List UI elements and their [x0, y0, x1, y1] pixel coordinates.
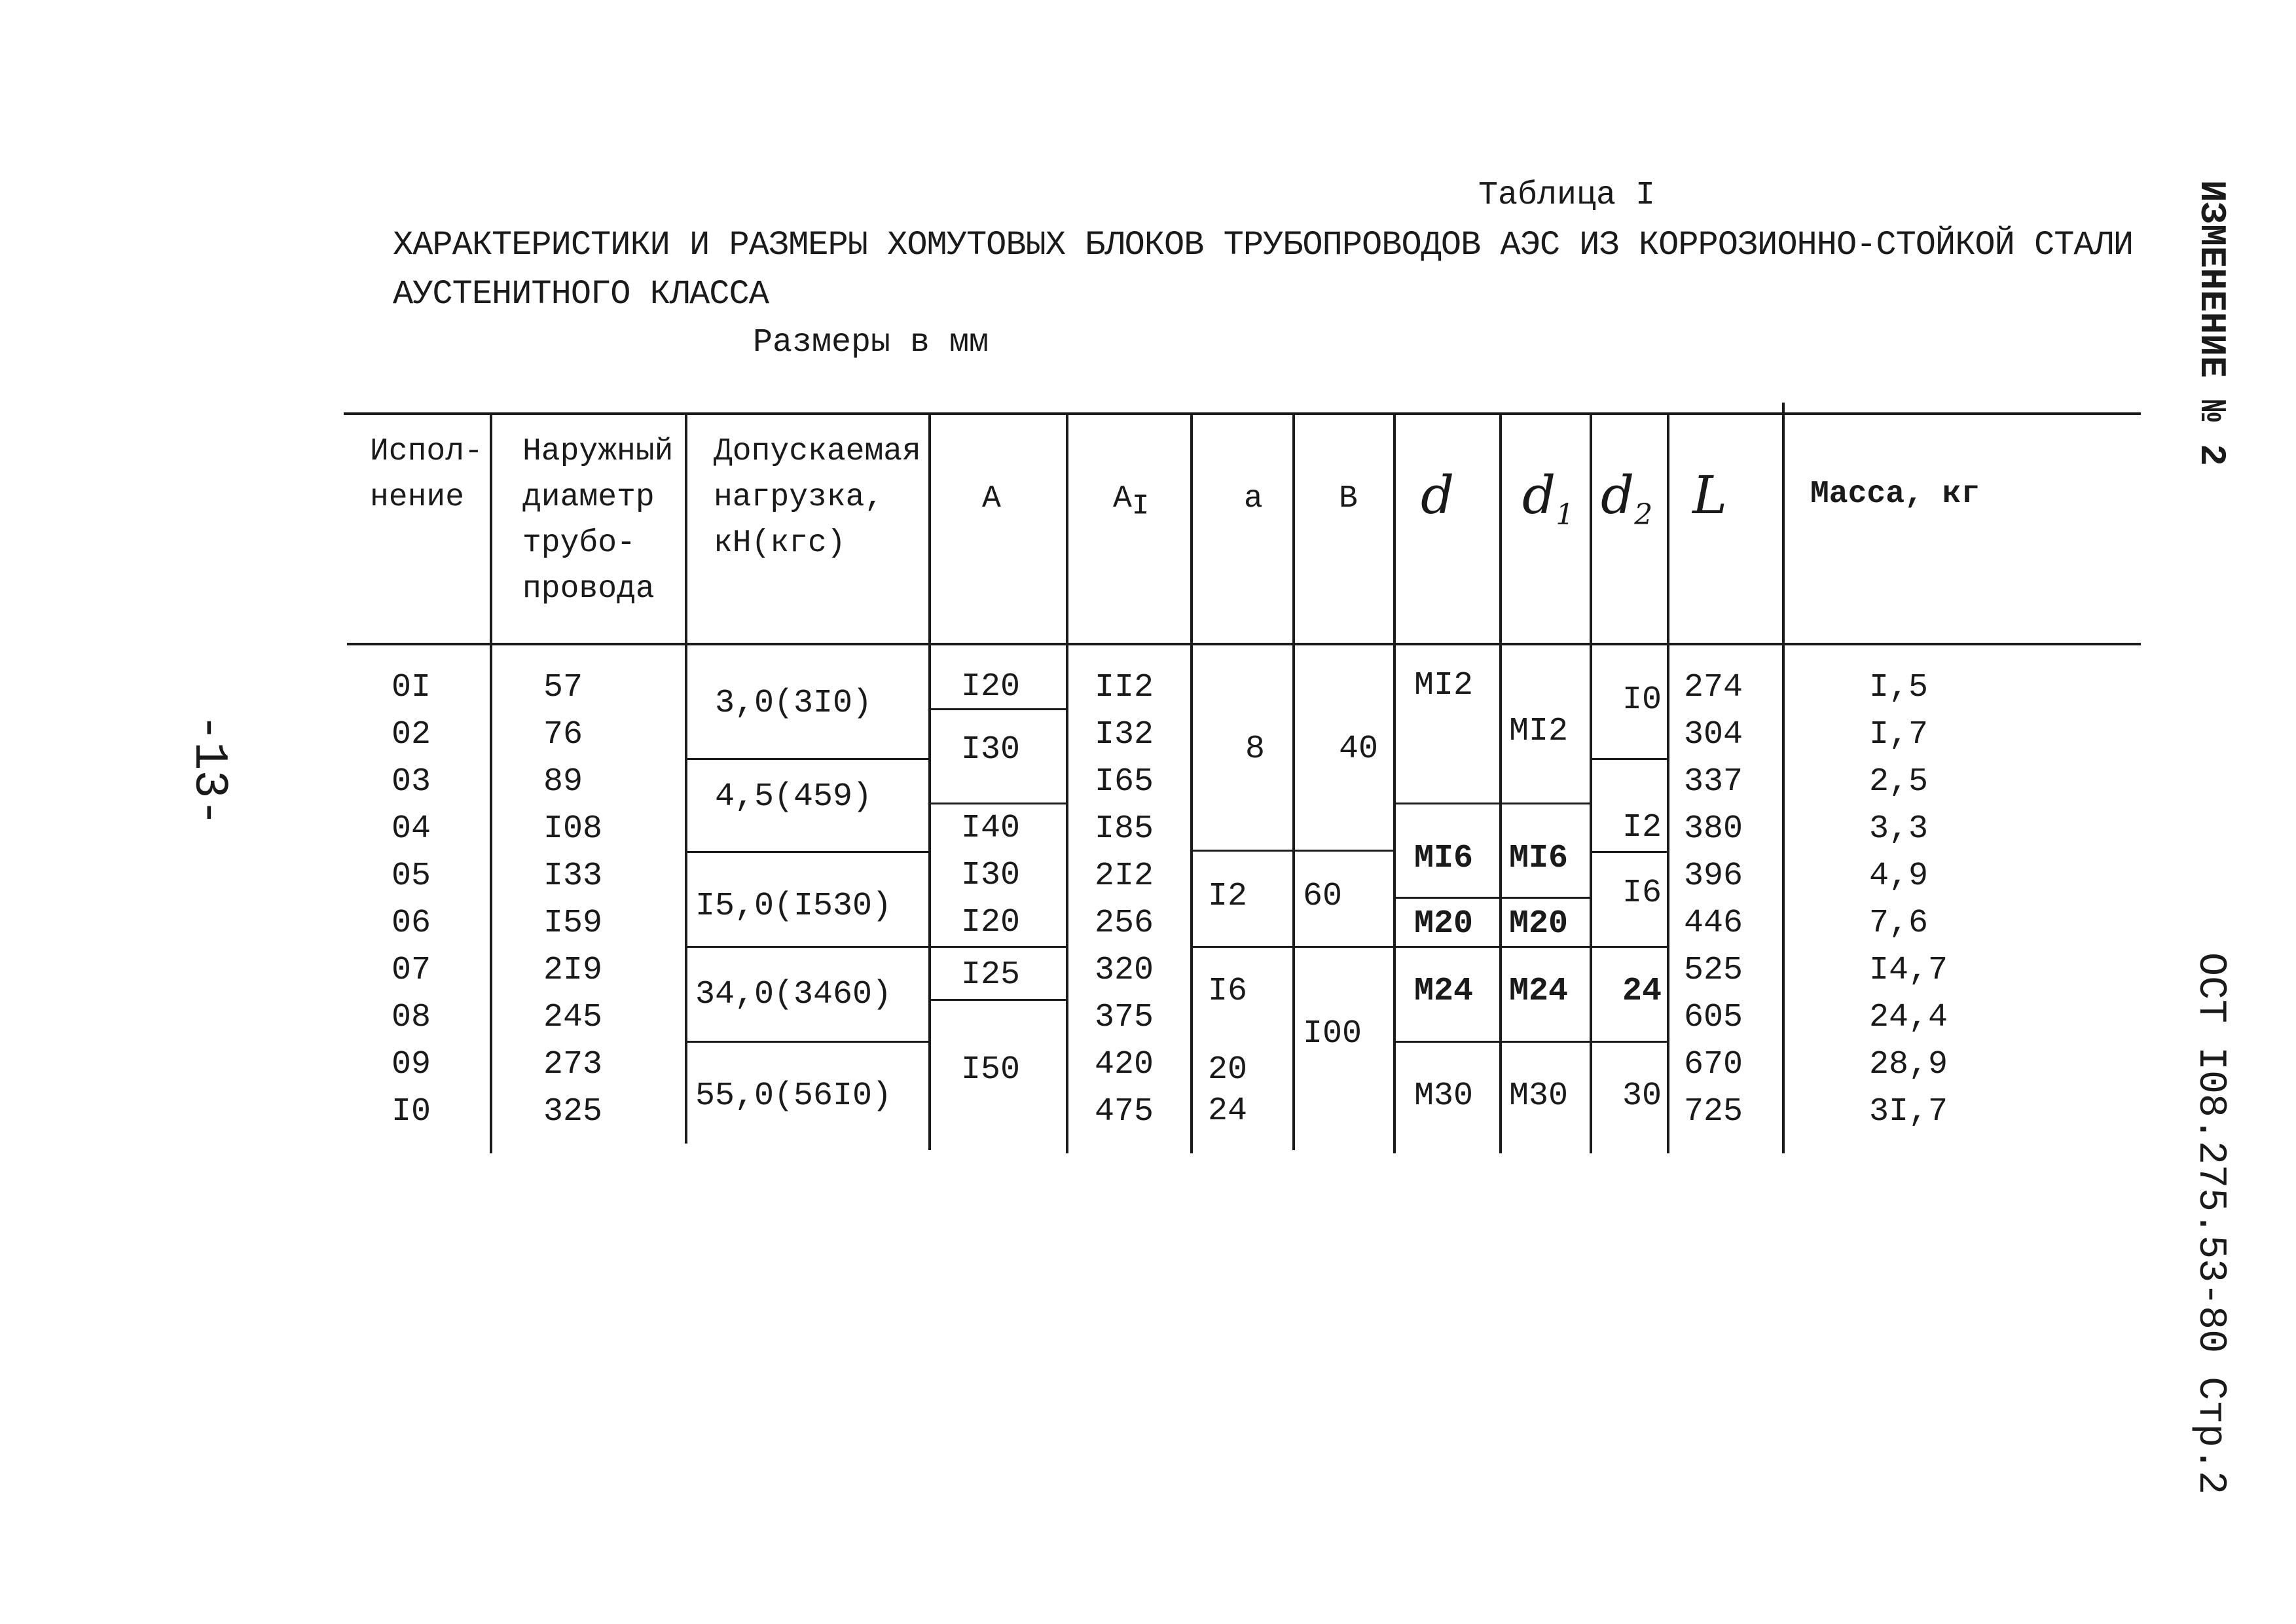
header-d1: $d_1$ [1522, 465, 1575, 532]
header-d2: $d_2$ [1601, 465, 1653, 532]
group-rule [931, 708, 1066, 710]
table-row: 06 [392, 905, 431, 942]
group-rule [1396, 946, 1499, 948]
A-group: I40 [961, 810, 1021, 847]
col-rule [1292, 414, 1295, 1150]
d2-group: I0 [1622, 681, 1662, 719]
page-number: -13- [182, 713, 236, 827]
side-change-label: ИЗМЕНЕНИЕ № 2 [2191, 180, 2232, 466]
group-rule [1592, 1041, 1667, 1043]
group-rule [1396, 897, 1499, 899]
group-rule [1396, 803, 1499, 804]
header-B: B [1339, 481, 1358, 516]
d2-group: I2 [1622, 809, 1662, 846]
column-ispolnenie [392, 664, 431, 1136]
d-group: M20 [1414, 905, 1474, 943]
column-L: 274 304 337 380 396 446 525 605 670 725 [1684, 669, 1743, 1130]
group-rule [1295, 850, 1393, 852]
table-row: I0 [392, 1093, 431, 1130]
d1-group: M30 [1509, 1077, 1569, 1115]
header-allowable-load: Допускаемая нагрузка, кН(кгс) [714, 434, 921, 561]
col-rule [490, 414, 492, 1153]
group-rule [1193, 946, 1292, 948]
group-rule [1502, 1041, 1590, 1043]
header-L: L [1692, 465, 1728, 526]
units-note: Размеры в мм [753, 324, 989, 361]
header-d: d [1421, 465, 1455, 526]
d-group: M30 [1414, 1077, 1474, 1115]
A-group: I25 [961, 956, 1021, 994]
column-A1: II2 I32 I65 I85 2I2 256 320 375 420 475 [1095, 669, 1154, 1130]
group-rule [1502, 946, 1590, 948]
header-a: a [1244, 481, 1263, 516]
d1-group: M24 [1509, 973, 1569, 1010]
A-group: I20 [961, 904, 1021, 941]
table-label: Таблица I [1478, 177, 1656, 214]
table-row: 04 [392, 810, 431, 848]
group-rule [687, 1041, 928, 1043]
table-row: 07 [392, 952, 431, 989]
a-group: 8 [1245, 731, 1266, 768]
group-rule [1193, 850, 1292, 852]
group-rule [931, 946, 1066, 948]
header-outer-diameter: Наружный диаметр трубо- провода [522, 434, 674, 607]
side-standard-label: ОСТ I08.275.53-80 Стр.2 [2188, 952, 2232, 1495]
a-group: I2 [1208, 878, 1248, 915]
group-rule [1396, 1041, 1499, 1043]
header-mass: Масса, кг [1810, 477, 1980, 512]
table-caption-line2: АУСТЕНИТНОГО КЛАССА [393, 275, 769, 314]
d2-group: 24 [1622, 973, 1662, 1010]
a-group: 20 [1208, 1051, 1248, 1089]
A-group: I30 [961, 731, 1021, 768]
col-rule [685, 414, 687, 1144]
d-group: MI2 [1414, 667, 1474, 704]
header-ispolnenie: Испол- нение [370, 434, 483, 515]
A-group: I50 [961, 1051, 1021, 1089]
d2-group: 30 [1622, 1077, 1662, 1115]
load-group: 4,5(459) [715, 778, 873, 816]
group-rule [931, 803, 1066, 804]
group-rule [1592, 758, 1667, 760]
header-A1: $A_I$ [1113, 481, 1150, 523]
d1-group: MI2 [1509, 713, 1569, 750]
column-mass: I,5 I,7 2,5 3,3 4,9 7,6 I4,7 24,4 28,9 3I,7 [1869, 669, 1948, 1130]
a-group: I6 [1208, 973, 1248, 1010]
col-rule [928, 414, 931, 1150]
d1-group: MI6 [1509, 840, 1569, 877]
col-rule [1667, 414, 1669, 1153]
d-group: M24 [1414, 973, 1474, 1010]
d1-group: M20 [1509, 905, 1569, 943]
load-group: 34,0(3460) [695, 976, 892, 1013]
group-rule [1592, 946, 1667, 948]
group-rule [687, 851, 928, 853]
d2-group: I6 [1622, 875, 1662, 912]
group-rule [1592, 851, 1667, 853]
load-group: 55,0(56I0) [695, 1077, 892, 1115]
table-row: 05 [392, 857, 431, 895]
group-rule [1295, 946, 1393, 948]
load-group: I5,0(I530) [695, 888, 892, 925]
table-row: 02 [392, 716, 431, 753]
col-rule [1782, 403, 1785, 1153]
group-rule [687, 758, 928, 760]
d-group: MI6 [1414, 840, 1474, 877]
table-row: 08 [392, 999, 431, 1036]
header-bottom-rule [347, 643, 2141, 645]
table-caption-line1: ХАРАКТЕРИСТИКИ И РАЗМЕРЫ ХОМУТОВЫХ БЛОКОВ ТРУБОПРОВОДОВ АЭС ИЗ КОРРОЗИОННО-СТОЙКОЙ СТАЛИ [393, 226, 2134, 264]
col-rule [1190, 414, 1193, 1153]
load-group: 3,0(3I0) [715, 685, 873, 722]
B-group: 40 [1339, 731, 1379, 768]
table-row: 0I [392, 669, 431, 706]
B-group: I00 [1303, 1015, 1362, 1053]
col-rule [1066, 414, 1068, 1153]
A-group: I20 [961, 668, 1021, 706]
table-row: 09 [392, 1046, 431, 1083]
group-rule [1502, 897, 1590, 899]
B-group: 60 [1303, 878, 1343, 915]
group-rule [931, 999, 1066, 1001]
header-A: A [982, 481, 1001, 516]
table-top-rule [344, 412, 2141, 415]
group-rule [687, 946, 928, 948]
a-group: 24 [1208, 1092, 1248, 1130]
group-rule [1502, 803, 1590, 804]
table-row: 03 [392, 763, 431, 801]
A-group: I30 [961, 857, 1021, 894]
column-diameter: 57 76 89 I08 I33 I59 2I9 245 273 325 [543, 669, 603, 1130]
